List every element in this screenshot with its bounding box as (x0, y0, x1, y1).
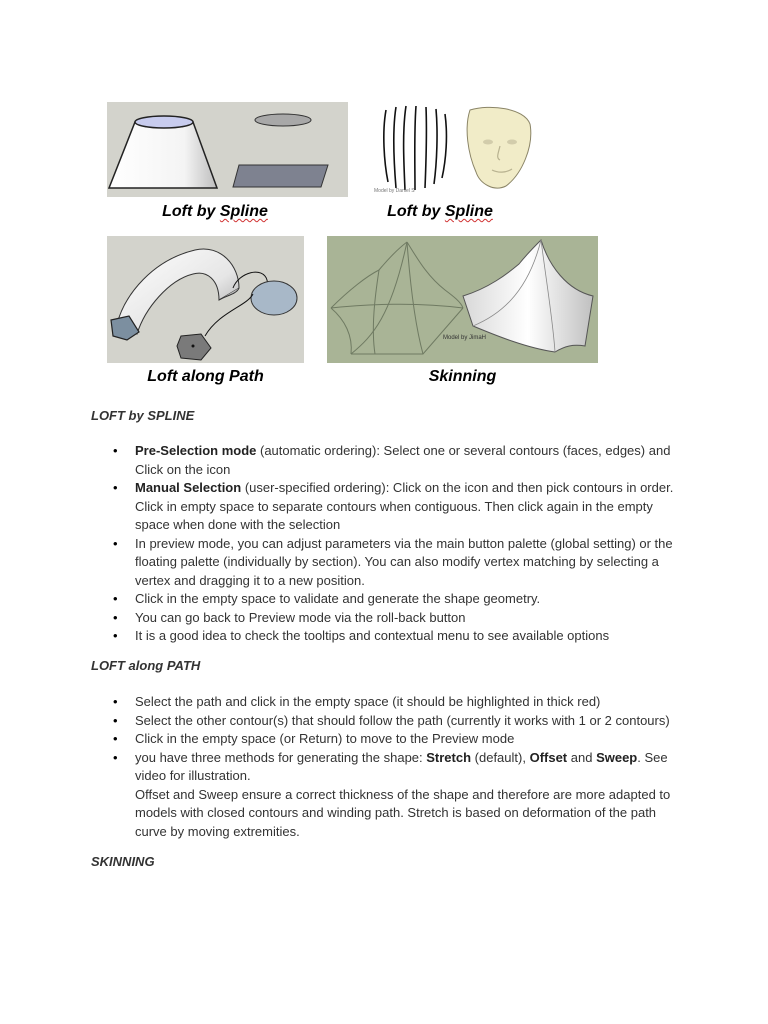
model-credit: Model by Daniel S (374, 188, 415, 194)
list-item-text: You can go back to Preview mode via the roll-back button (135, 609, 466, 625)
caption-word-spline: Spline (219, 203, 268, 220)
list-item-text: Click in the empty space to validate and generate the shape geometry. (135, 591, 541, 606)
list-item (91, 535, 691, 591)
list-item (91, 479, 691, 535)
caption-text: Loft by (387, 203, 445, 220)
list-item (91, 730, 691, 749)
caption-loft-by-spline-1 (107, 203, 323, 221)
list-item-text: It is a good idea to check the tooltips and contextual menu to see available options (135, 628, 610, 643)
caption-text: Loft by (162, 203, 220, 220)
section-heading-skinning: SKINNING (91, 854, 155, 869)
list-item-text: In preview mode, you can adjust parameters via the main button palette (global setting) or the floating palette (individually by section). You can also modify vertex matching by selecting a vertex and dragging it to a new position. (135, 535, 673, 588)
list-item (91, 442, 691, 479)
loft-along-path-list (91, 693, 691, 841)
term-offset: Offset (529, 749, 568, 765)
list-item-text: Select the other contour(s) that should follow the path (currently it works with 1 or 2 contours) (135, 712, 670, 728)
list-item-text: you have three methods for generating the shape: (135, 749, 427, 765)
list-item-text: and (567, 749, 597, 765)
list-item-text: . See video for illustration. (135, 749, 668, 783)
list-item-text: (user-specified ordering): Click on the icon and then pick contours in order. Click in empty space to separate contours when contiguous. Then click again in the empty space when done with the selection (135, 480, 674, 532)
section-heading-loft-along-path: LOFT along PATH (91, 658, 201, 673)
list-item (91, 712, 691, 731)
figure-loft-by-spline-1 (107, 102, 348, 197)
list-item (91, 590, 691, 609)
list-item (91, 609, 691, 628)
list-item-text: Click in the empty space (or Return) to move to the Preview mode (135, 731, 515, 746)
list-item-continuation (91, 786, 691, 842)
term-pre-selection-mode: Pre-Selection mode (135, 443, 257, 458)
caption-loft-along-path: Loft along Path (147, 368, 264, 385)
caption-word-spline: Spline (444, 203, 493, 220)
model-credit: Model by JimaH (443, 335, 487, 341)
caption-loft-by-spline-2 (352, 203, 528, 221)
list-item-text: Offset and Sweep ensure a correct thickness of the shape and therefore are more adapted to models with closed contours and winding path. Stretch is based on deformation of the path curve by moving extremities. (135, 786, 671, 839)
term-manual-selection: Manual Selection (135, 480, 242, 495)
list-item-text: (automatic ordering): Select one or several contours (faces, edges) and Click on the icon (135, 443, 671, 477)
list-item (91, 693, 691, 712)
figure-loft-along-path (107, 236, 304, 363)
figure-loft-by-spline-2 (372, 102, 532, 197)
section-heading-loft-by-spline: LOFT by SPLINE (91, 408, 195, 423)
list-item-text: (default), (471, 749, 530, 765)
loft-by-spline-list (91, 442, 691, 646)
term-stretch: Stretch (426, 749, 472, 765)
figure-skinning (327, 236, 598, 363)
list-item (91, 749, 691, 786)
list-item-text: Select the path and click in the empty space (it should be highlighted in thick red) (135, 694, 601, 709)
list-item (91, 627, 691, 646)
caption-skinning: Skinning (428, 368, 497, 385)
term-sweep: Sweep (596, 749, 638, 765)
